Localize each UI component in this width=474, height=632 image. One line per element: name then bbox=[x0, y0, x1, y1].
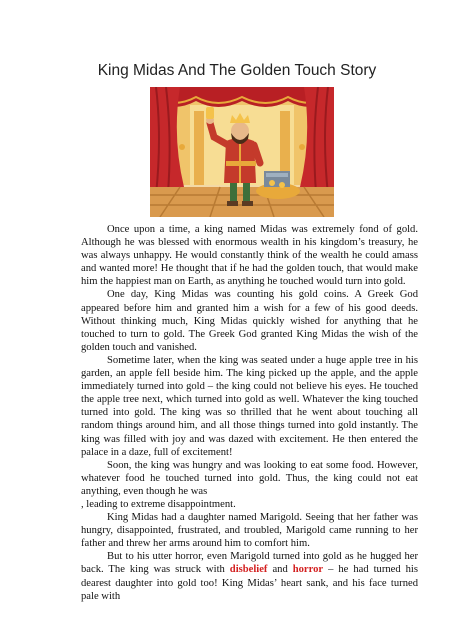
text-run: But to his utter horror, even Marigold turned into gold as he hugged her back. The king was struck with bbox=[81, 551, 418, 576]
highlight-word: disbelief bbox=[229, 564, 268, 576]
paragraph: Once upon a time, a king named Midas was extremely fond of gold. Although he was blessed with enormous wealth in his kingdom’s treasury, he was always unhappy. He would constantly think of the wealth he could amass and wanted more! He thought that if he had the golden touch, that would make him the happiest man on Earth, as anything he touched would turn into gold. bbox=[81, 224, 418, 288]
paragraph bbox=[81, 550, 418, 602]
highlight-word: horror bbox=[292, 564, 324, 576]
text-run: – he had turned his dearest daughter into gold too! King Midas’ heart sank, and his face turned pale with bbox=[81, 564, 419, 602]
paragraph: One day, King Midas was counting his gold coins. A Greek God appeared before him and granted him a wish for a few of his good deeds. Without thinking much, King Midas quickly wished for anything that he touched to turn to gold. The Greek God granted King Midas the wish of the golden touch and vanished. bbox=[81, 289, 418, 353]
text-run: and bbox=[267, 564, 293, 576]
paragraph: , leading to extreme disappointment. bbox=[81, 498, 236, 510]
story-title: King Midas And The Golden Touch Story bbox=[97, 62, 377, 79]
king-midas-illustration bbox=[150, 87, 334, 217]
paragraph: Sometime later, when the king was seated under a huge apple tree in his garden, an apple fell beside him. The king picked up the apple, and the apple immediately turned into gold – the king could not believe his eyes. He touched the apple tree next, which turned into gold as well. Whatever the king touched turned into gold. The king was so thrilled that he went about touching all random things around him, and all those things turned into gold instantly. The king was filled with joy and was dazed with excitement. He then entered the palace in a daze, full of excitement! bbox=[81, 354, 418, 458]
paragraph: Soon, the king was hungry and was looking to eat some food. However, whatever food he touched turned into gold. Thus, the king could not eat anything, even though he was bbox=[81, 459, 418, 497]
paragraph: King Midas had a daughter named Marigold. Seeing that her father was hungry, disappointed, frustrated, and troubled, Marigold came running to her father and threw her arms around him to comfort him. bbox=[81, 512, 418, 550]
story-body bbox=[81, 223, 418, 603]
